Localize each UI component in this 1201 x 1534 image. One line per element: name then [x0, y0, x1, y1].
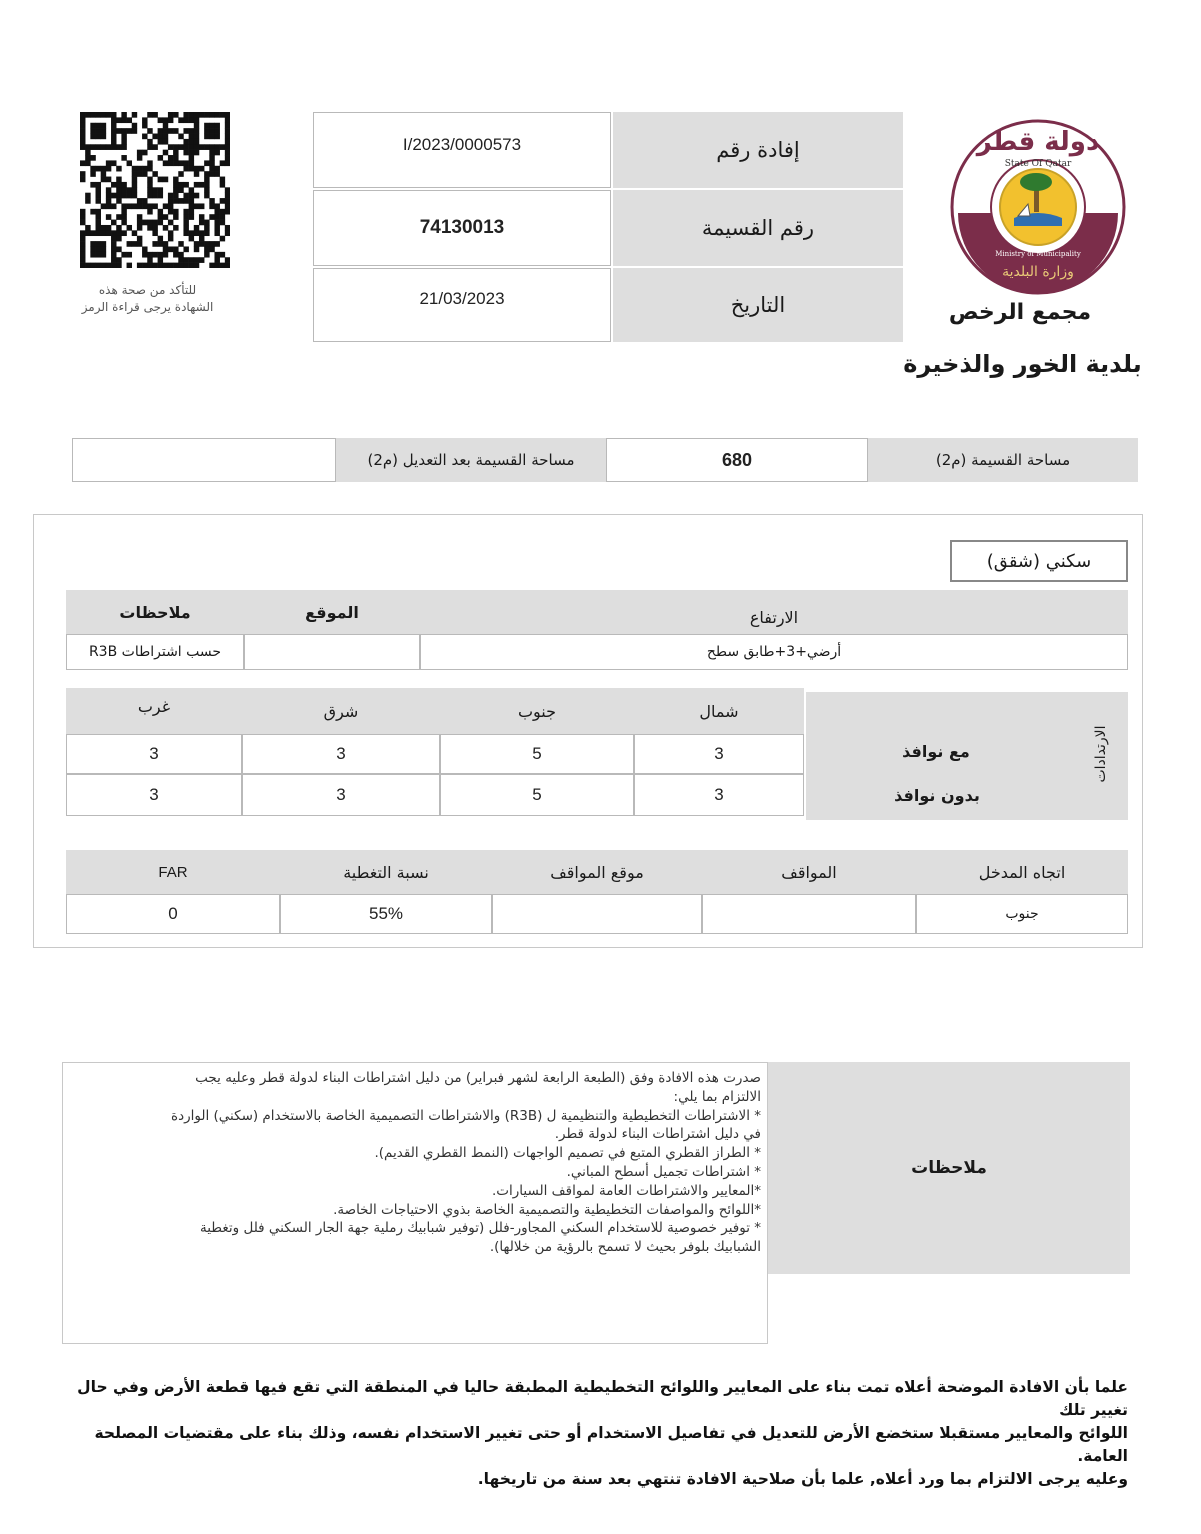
height-header: الارتفاع [420, 590, 1128, 634]
logo-ministry-ar: وزارة البلدية [1002, 264, 1074, 280]
footer-line: وعليه يرجى الالتزام بما ورد أعلاه, علما بأن صلاحية الافادة تنتهي بعد سنة من تاريخها. [477, 1470, 1128, 1488]
setback-south-with-windows: 5 [440, 734, 634, 774]
notes-line: * اشتراطات تجميل أسطح المباني. [566, 1163, 761, 1180]
plot-no-label: رقم القسيمة [613, 190, 903, 266]
plot-area-after-value [72, 438, 336, 482]
notes-line: الشبابيك بلوفر بحيث لا تسمح بالرؤية من خلالها). [489, 1239, 761, 1256]
qr-code[interactable] [80, 112, 230, 268]
logo-ministry-en: Ministry of Municipality [995, 250, 1081, 258]
issuer-line2: بلدية الخور والذخيرة [903, 350, 1142, 378]
setback-south-without-windows: 5 [440, 774, 634, 816]
coverage-value: 55% [280, 894, 492, 934]
issuer-line1: مجمع الرخص [948, 300, 1092, 325]
plot-no-value: 74130013 [313, 190, 611, 266]
footer-line: اللوائح والمعايير مستقبلا ستخضع الأرض للتعديل في تفاصيل الاستخدام أو حتى تغيير الاستخدام نفسه، وذلك بناء على مقتضيات المصلحة العامة. [94, 1424, 1128, 1465]
notes-line: *اللوائح والمواصفات التخطيطية والتصميمية الخاصة بذوي الاحتياجات الخاصة. [333, 1201, 761, 1218]
setback-west-without-windows: 3 [66, 774, 242, 816]
logo-state-text: دولة قطر [976, 127, 1100, 157]
qr-code-image [80, 112, 230, 268]
setbacks-side-label: الارتدادات [1093, 725, 1109, 783]
parking-location-value [492, 894, 702, 934]
setback-east-without-windows: 3 [242, 774, 440, 816]
setback-north-with-windows: 3 [634, 734, 804, 774]
far-value: 0 [66, 894, 280, 934]
certificate-no-value: I/2023/0000573 [313, 112, 611, 188]
parking-location-header: موقع المواقف [492, 850, 702, 894]
notes-line: في دليل اشتراطات البناء لدولة قطر. [554, 1126, 761, 1143]
notes-line: * توفير خصوصية للاستخدام السكني المجاور-فلل (توفير شبابيك رملية جهة الجار السكني فلل وتغطية [200, 1220, 761, 1237]
certificate-no-label: إفادة رقم [613, 112, 903, 188]
parking-value [702, 894, 916, 934]
without-windows-label: بدون نوافذ [894, 786, 980, 805]
with-windows-label: مع نوافذ [902, 742, 970, 761]
setback-north-without-windows: 3 [634, 774, 804, 816]
footer-text [60, 1376, 1128, 1491]
notes-header: ملاحظات [66, 590, 244, 634]
date-label: التاريخ [613, 268, 903, 342]
far-header: FAR [66, 850, 280, 894]
setback-south-header: جنوب [440, 688, 634, 734]
qr-caption-line2: الشهادة يرجى قراءة الرمز [81, 300, 214, 314]
coverage-header: نسبة التغطية [280, 850, 492, 894]
location-header: الموقع [244, 590, 420, 634]
height-location-value [244, 634, 420, 670]
height-value: أرضي+3+طابق سطح [420, 634, 1128, 670]
qr-caption [60, 282, 235, 316]
entrance-header: اتجاه المدخل [916, 850, 1128, 894]
notes-line: * الطراز القطري المتبع في تصميم الواجهات (النمط القطري القديم). [374, 1145, 761, 1162]
plot-area-label: مساحة القسيمة (م2) [868, 438, 1138, 482]
notes-text-box [62, 1062, 768, 1344]
footer-line: علما بأن الافادة الموضحة أعلاه تمت بناء على المعايير واللوائح التخطيطية المطبقة حاليا في المنطقة التي تقع فيها قطعة الأرض وفي حال تغيير تلك [77, 1378, 1128, 1419]
entrance-value: جنوب [916, 894, 1128, 934]
use-type: سكني (شقق) [950, 540, 1128, 582]
setback-east-with-windows: 3 [242, 734, 440, 774]
setback-row-labels [806, 692, 1128, 820]
notes-line: الالتزام بما يلي: [673, 1088, 761, 1105]
setback-north-header: شمال [634, 688, 804, 734]
setback-west-header: غرب [66, 688, 242, 734]
ministry-logo [948, 118, 1128, 296]
notes-text [69, 1069, 761, 1257]
notes-label: ملاحظات [768, 1062, 1130, 1274]
height-notes-value: حسب اشتراطات R3B [66, 634, 244, 670]
plot-area-after-label: مساحة القسيمة بعد التعديل (م2) [336, 438, 606, 482]
notes-line: *المعايير والاشتراطات العامة لمواقف السيارات. [491, 1182, 761, 1199]
logo-state-en: State Of Qatar [1004, 159, 1072, 169]
setback-west-with-windows: 3 [66, 734, 242, 774]
parking-header: المواقف [702, 850, 916, 894]
qr-caption-line1: للتأكد من صحة هذه [98, 283, 197, 297]
notes-line: صدرت هذه الافادة وفق (الطبعة الرابعة لشهر فبراير) من دليل اشتراطات البناء لدولة قطر وعليه يجب [195, 1070, 761, 1086]
setback-east-header: شرق [242, 688, 440, 734]
date-value: 21/03/2023 [313, 268, 611, 342]
notes-line: * الاشتراطات التخطيطية والتنظيمية ل (R3B) والاشتراطات التصميمية الخاصة بالاستخدام (سكني) الواردة [171, 1107, 761, 1124]
plot-area-value: 680 [606, 438, 868, 482]
